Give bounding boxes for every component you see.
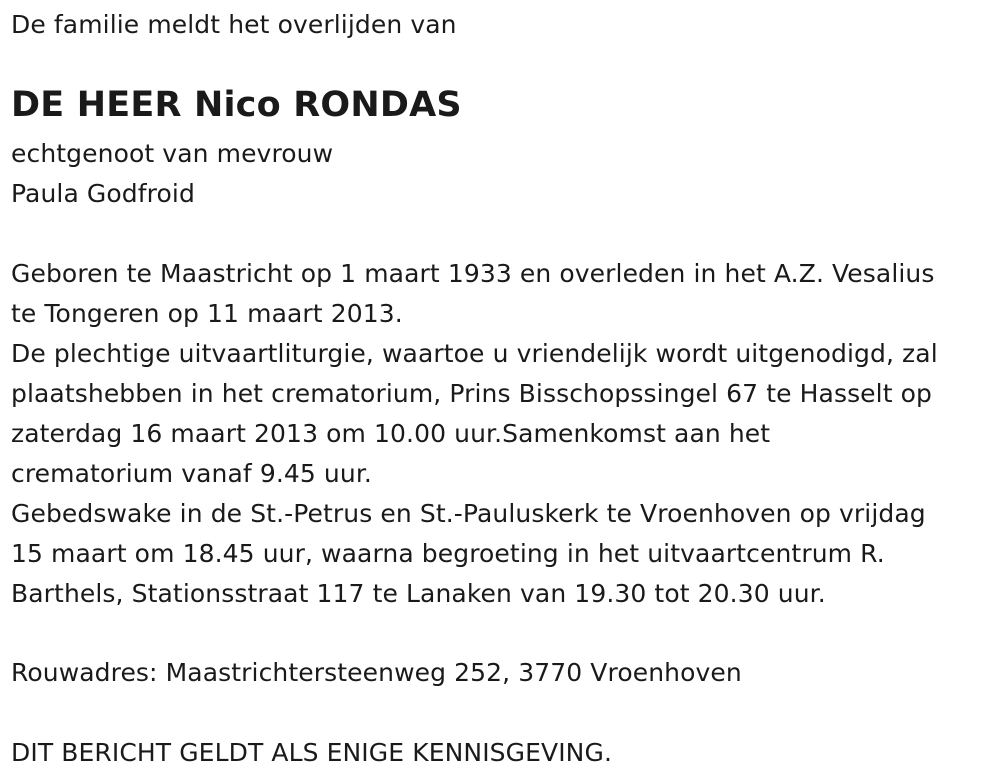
- mourning-address: Rouwadres: Maastrichtersteenweg 252, 3770 Vroenhoven: [11, 658, 742, 687]
- body-line: plaatshebben in het crematorium, Prins Bisschopssingel 67 te Hasselt op: [11, 379, 933, 408]
- body-line: Geboren te Maastricht op 1 maart 1933 en overleden in het A.Z. Vesalius: [11, 259, 935, 288]
- deceased-name: DE HEER Nico RONDAS: [11, 85, 462, 125]
- body-line: te Tongeren op 11 maart 2013.: [11, 299, 403, 328]
- closing-statement: DIT BERICHT GELDT ALS ENIGE KENNISGEVING.: [11, 738, 612, 767]
- body-line: Gebedswake in de St.-Petrus en St.-Pauluskerk te Vroenhoven op vrijdag: [11, 499, 926, 528]
- body-line: crematorium vanaf 9.45 uur.: [11, 459, 372, 488]
- spouse-name: Paula Godfroid: [11, 179, 195, 208]
- funeral-details: [11, 254, 938, 614]
- body-line: Barthels, Stationsstraat 117 te Lanaken van 19.30 tot 20.30 uur.: [11, 579, 826, 608]
- spouse-line: echtgenoot van mevrouw: [11, 139, 334, 168]
- spouse-block: [11, 134, 333, 214]
- body-line: 15 maart om 18.45 uur, waarna begroeting in het uitvaartcentrum R.: [11, 539, 885, 568]
- body-line: De plechtige uitvaartliturgie, waartoe u vriendelijk wordt uitgenodigd, zal: [11, 339, 938, 368]
- intro-text: De familie meldt het overlijden van: [11, 10, 457, 39]
- body-line: zaterdag 16 maart 2013 om 10.00 uur.Samenkomst aan het: [11, 419, 771, 448]
